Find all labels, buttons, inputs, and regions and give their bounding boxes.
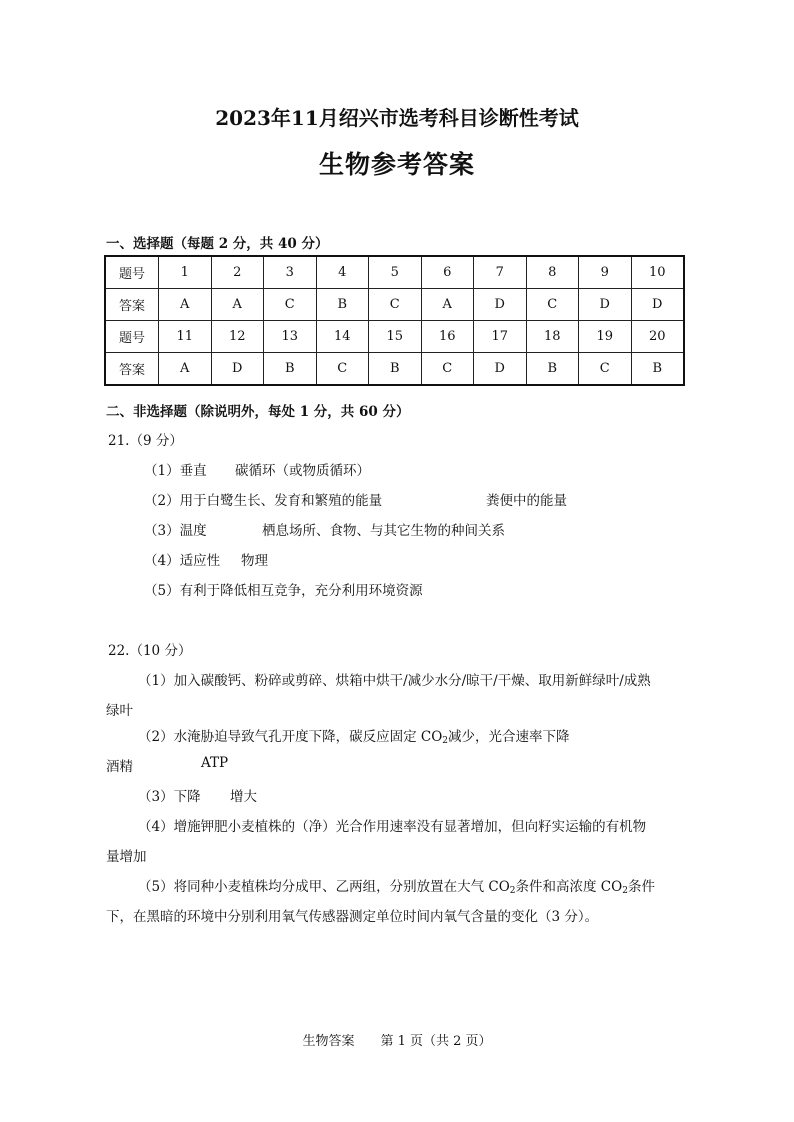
q22-answer-4-line2: 量增加 bbox=[106, 849, 147, 865]
document-subtitle: 生物参考答案 bbox=[318, 150, 475, 179]
question-number-cell: 17 bbox=[474, 321, 527, 353]
footer-page-number: 第 1 页（共 2 页） bbox=[380, 1034, 492, 1049]
question-number-cell: 6 bbox=[421, 256, 474, 289]
question-number-cell: 19 bbox=[579, 321, 632, 353]
q22-answer-2-text: （2）水淹胁迫导致气孔开度下降，碳反应固定 CO bbox=[138, 729, 443, 745]
q21-answer-2b: 粪便中的能量 bbox=[486, 493, 567, 509]
table-row-answer bbox=[105, 353, 684, 386]
row-label: 答案 bbox=[105, 289, 159, 321]
question-number-cell: 14 bbox=[316, 321, 369, 353]
q22-label: 22.（10 分） bbox=[108, 643, 192, 659]
page-footer bbox=[0, 1030, 794, 1049]
answer-table bbox=[104, 255, 685, 386]
row-label: 答案 bbox=[105, 353, 159, 386]
subscript: 2 bbox=[509, 886, 516, 896]
q22-answer-5-text-end: 条件 bbox=[627, 879, 655, 895]
answer-cell: D bbox=[211, 353, 264, 386]
question-number-cell: 12 bbox=[211, 321, 264, 353]
answer-cell: C bbox=[526, 289, 579, 321]
question-number-cell: 13 bbox=[264, 321, 317, 353]
table-row-question-number bbox=[105, 321, 684, 353]
q22-answer-4-line1: （4）增施钾肥小麦植株的（净）光合作用速率没有显著增加，但向籽实运输的有机物 bbox=[138, 819, 647, 835]
q22-answer-5-text-mid: 条件和高浓度 CO bbox=[515, 879, 623, 895]
table-row-answer bbox=[105, 289, 684, 321]
subscript: 2 bbox=[442, 736, 449, 746]
question-number-cell: 2 bbox=[211, 256, 264, 289]
document-title: 2023年11月绍兴市选考科目诊断性考试 bbox=[215, 106, 579, 130]
row-label: 题号 bbox=[105, 321, 159, 353]
answer-cell: D bbox=[579, 289, 632, 321]
q21-answer-4b: 物理 bbox=[241, 553, 268, 569]
q21-answer-3b: 栖息场所、食物、与其它生物的种间关系 bbox=[262, 523, 505, 539]
q21-answer-4: （4）适应性 bbox=[144, 553, 221, 569]
answer-cell: A bbox=[159, 353, 212, 386]
question-number-cell: 8 bbox=[526, 256, 579, 289]
question-number-cell: 18 bbox=[526, 321, 579, 353]
q21-answer-1: （1）垂直 bbox=[144, 463, 207, 479]
answer-cell: D bbox=[474, 353, 527, 386]
question-number-cell: 4 bbox=[316, 256, 369, 289]
question-number-cell: 16 bbox=[421, 321, 474, 353]
answer-cell: B bbox=[369, 353, 422, 386]
q21-answer-2: （2）用于白鹭生长、发育和繁殖的能量 bbox=[144, 493, 383, 509]
answer-cell: B bbox=[316, 289, 369, 321]
question-number-cell: 7 bbox=[474, 256, 527, 289]
question-number-cell: 3 bbox=[264, 256, 317, 289]
question-number-cell: 9 bbox=[579, 256, 632, 289]
q22-answer-5-line2: 下，在黑暗的环境中分别利用氧气传感器测定单位时间内氧气含量的变化（3 分）。 bbox=[106, 909, 599, 925]
q21-answer-3: （3）温度 bbox=[144, 523, 207, 539]
question-number-cell: 5 bbox=[369, 256, 422, 289]
answer-cell: D bbox=[631, 289, 684, 321]
q22-answer-3b: 增大 bbox=[230, 789, 257, 805]
q22-answer-1-line2: 绿叶 bbox=[106, 703, 133, 719]
answer-cell: B bbox=[631, 353, 684, 386]
answer-cell: B bbox=[526, 353, 579, 386]
q22-answer-2c: ATP bbox=[201, 755, 229, 771]
footer-subject: 生物答案 bbox=[302, 1034, 355, 1049]
answer-cell: A bbox=[211, 289, 264, 321]
question-number-cell: 15 bbox=[369, 321, 422, 353]
section1-heading: 一、选择题（每题 2 分，共 40 分） bbox=[106, 236, 329, 252]
q22-answer-3: （3）下降 bbox=[138, 789, 201, 805]
section2-heading: 二、非选择题（除说明外，每处 1 分，共 60 分） bbox=[106, 404, 410, 420]
q22-answer-2-text-end: 减少，光合速率下降 bbox=[448, 729, 570, 745]
q22-answer-5-text: （5）将同种小麦植株均分成甲、乙两组，分别放置在大气 CO bbox=[138, 879, 510, 895]
q21-label: 21.（9 分） bbox=[108, 433, 183, 449]
q21-answer-5: （5）有利于降低相互竞争，充分利用环境资源 bbox=[144, 583, 423, 599]
q22-answer-2b: 酒精 bbox=[106, 759, 133, 775]
answer-cell: C bbox=[421, 353, 474, 386]
answer-cell: C bbox=[579, 353, 632, 386]
answer-cell: A bbox=[159, 289, 212, 321]
question-number-cell: 20 bbox=[631, 321, 684, 353]
q22-answer-5-line1 bbox=[138, 875, 655, 896]
question-number-cell: 10 bbox=[631, 256, 684, 289]
answer-cell: A bbox=[421, 289, 474, 321]
q22-answer-2 bbox=[138, 725, 570, 746]
q22-answer-1-line1: （1）加入碳酸钙、粉碎或剪碎、烘箱中烘干/减少水分/晾干/干燥、取用新鲜绿叶/成熟 bbox=[138, 673, 651, 689]
question-number-cell: 11 bbox=[159, 321, 212, 353]
subscript: 2 bbox=[622, 886, 628, 896]
answer-cell: B bbox=[264, 353, 317, 386]
question-number-cell: 1 bbox=[159, 256, 212, 289]
table-row-question-number bbox=[105, 256, 684, 289]
q21-answer-1b: 碳循环（或物质循环） bbox=[235, 463, 370, 479]
answer-cell: C bbox=[316, 353, 369, 386]
answer-cell: D bbox=[474, 289, 527, 321]
answer-cell: C bbox=[264, 289, 317, 321]
answer-cell: C bbox=[369, 289, 422, 321]
row-label: 题号 bbox=[105, 256, 159, 289]
